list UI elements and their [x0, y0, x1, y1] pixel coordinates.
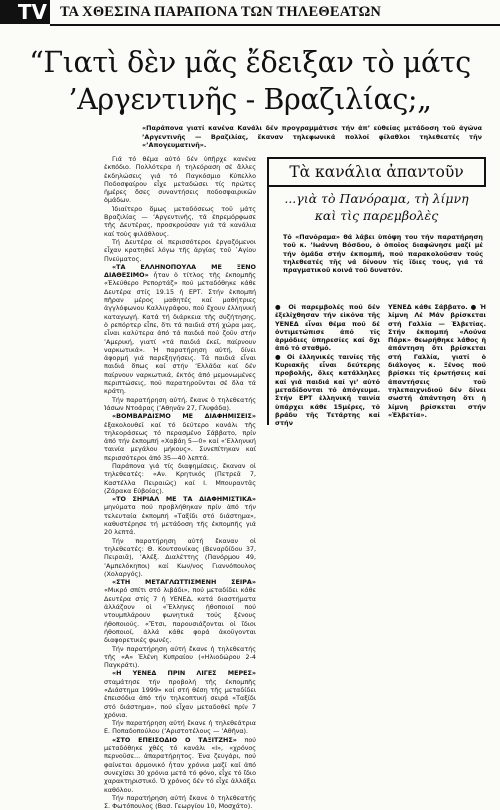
complaint-note: Τήν παρατήρηση αὐτή, ἔκανε ὁ τηλεθεατής Ἰάσων Ντοάρας (’Αθηνᾶν 27, Γλυφάδα). — [104, 395, 256, 412]
complaint-heading: «ΣΤΟ ΕΠΕΙΣΟΔΙΟ Ο ΤΑΞΙΤΖΗΣ» — [112, 735, 237, 744]
complaint-item — [104, 736, 256, 794]
complaint-note: Τήν παρατήρηση αὐτή ἔκανε ἡ τηλεθεάτρια Ε. Ποπαδοπούλου (’Αριστοτέλους — ’Αθῆνα). — [104, 719, 256, 736]
headline-line-1: “Γιατὶ δὲν μᾶς ἔδειξαν τὸ μάτς — [29, 46, 471, 79]
complaint-note: Τήν παρατήρηση αὐτή ἔκανε ὁ τηλεθεατής Σ. Φωτόπουλος (Βασ. Γεωργίου 10, Μοσχάτο). — [104, 793, 256, 810]
sidebar-middle-column — [275, 303, 380, 427]
section-title: ΤΑ ΧΘΕΣΙΝΑ ΠΑΡΑΠΟΝΑ ΤΩΝ ΤΗΛΕΘΕΑΤΩΝ — [60, 4, 382, 20]
headline — [0, 44, 500, 118]
complaint-body: ἦταν ὁ τίτλος τῆς ἐκπομπῆς «Ἐλεύθερο Ρεπορτάζ» πού μεταδόθηκε κάθε Δευτέρα στίς 19.15 ἡ ΕΡΤ. Στήν ἐκπομπή πῆραν μέρος μαθητές καί μαθήτριες ἀγγλόφωνου Καλλιγράφου, πού ἔχουν ἐλληνική καταγωγή. Κατά τή διάρκεια τῆς συζήτησης, ὁ ρεπόρτερ εἶπε, ὅτι τά παιδιά στή χώρα μας, εἶναι καλύτερα ἀπό τά παιδιά πού ζοῦν στήν ’Αμερική, γιατί «τά παιδιά ἐκεῖ, παίρνουν ναρκωτικά». Ἡ παρατήρηση αὐτή, δίνει ἀφορμή γιά παρεξηγήσεις. Τά παιδιά εἶναι παιδιά ὅπως καί στήν ’Ελλάδα καί δέν παίρνουν ναρκωτικά, ἐκτός ἀπό μεμονωμένες περιπτώσεις, πού παρατηροῦνται σέ ὅλα τά κράτη. — [104, 271, 256, 396]
complaint-heading: «Η ΥΕΝΕΔ ΠΡΙΝ ΛΙΓΕΣ ΜΕΡΕΣ» — [112, 669, 256, 678]
complaint-body: σταμάτησε τήν προβολή τῆς ἐκπομπῆς «Διάστημα 1999» καί στή θέση τῆς μεταδίδει ἐπεισόδια ἀπό τήν τηλεοπτική σειρά «Ταξίδι στό διάστημα», πού εἶχαν μεταδοθεῖ πρίν 7 χρόνια. — [104, 677, 256, 719]
complaint-body: ἐξακολουθεῖ καί τό δεύτερο κανάλι τῆς τηλεοράσεως τό περασμένο Σάββατο, πρίν ἀπό τήν ἐκπομπή «Χαβάη 5—0» καί «’Ελληνική ταινία μεγάλου μήκους». Συνεπίτηκαν καί περισσότεροι ἀπό 35—40 λεπτά. — [104, 420, 256, 462]
complaint-heading: «ΒΟΜΒΑΡΔΙΣΜΟ ΜΕ ΔΙΑΦΗΜΙΣΕΙΣ» — [112, 412, 256, 421]
sidebar-item: ● Οἱ ἑλληνικές ταινίες τῆς Κυριακῆς εἶναι δεύτερης προβολῆς, ὅλες κατάλληλες καί γιά παιδιά καί γι’ αὐτό μεταδίδονται τό ἀπόγευμα. Στήν ΕΡΤ ἑλληνική ταινία ὑπάρχει κάθε 15μέρες, τό βράδυ τῆς Τετάρτης καί στήν — [275, 352, 380, 428]
complaint-heading: «ΤΑ ΕΛΛΗΝΟΠΟΥΛΑ ΜΕ ΞΕΝΟ ΔΙΑΘΕΣΙΜΟ» — [104, 262, 256, 280]
complaint-note: Τήν παρατήρηση αὐτή ἔκαναν οἱ τηλεθεατές: Θ. Κουτσονίκας (Βεναρδίδου 37, Πειραιᾶ), ’Αλέξ. Διαλέττης (Πανόρμου 49, ’Αμπελόκηποι) καί Κων/νος Γιαννόπουλος (Χολαργός). — [104, 536, 256, 578]
complaint-item — [104, 495, 256, 536]
body-paragraph: Γιά τό θέμα αὐτό δέν ὑπῆρχε κανένα ἐκπόδιο. Πολλότερα ἡ τηλεόραση σέ ἄλλες ἐκδηλώσεις γιά τό Παγκόσμιο Κύπελλο Ποδοσφαίρου εἶχε μεταδώσει τίς πρώτες ἡμέρες ὅσες συναντήσεις ποδοσφαιρικῶν ὁμάδων. — [104, 155, 256, 205]
left-column — [104, 155, 256, 810]
lead-paragraph: «Παράπονα γιατί κανένα Κανάλι δέν προγραμμάτισε τήν ἀπ’ εὐθείας μετάδοση τοῦ ἀγώνα ’Αργεντινῆς — Βραζιλίας, ἔκαναν τηλεφωνικά πολλοί φίλαθλοι τηλεθεατές τῆν «’Απογευματινῆ». — [142, 124, 482, 150]
sidebar-item: ● Οἱ παρεμβολές πού δέν ἐξελίχθησαν τήν εἰκόνα τῆς ΥΕΝΕΔ εἶναι θέμα πού δέ ὀντιμετώπισε ἀπό τίς ἁρμόδιες ὑπηρεσίες καί ὄχι ἀπό τό σταθμό. — [275, 303, 380, 353]
complaint-item — [104, 412, 256, 462]
sidebar-subtitle-line-1: ...γιὰ τὸ Πανόραμα, τὴ λίμνη — [284, 191, 469, 206]
sidebar-subtitle — [267, 190, 486, 224]
sidebar-subtitle-line-2: καὶ τὶς παρεμβολὲς — [314, 208, 439, 223]
tv-section-logo: TV — [0, 0, 50, 24]
complaint-note: Παράπονα γιά τίς διαφημίσεις, ἔκαναν οἱ τηλεθεατές: «Αν. Κρητικός (Πετρεᾶ 7, Καστέλλα Πειραιῶς) καί Ι. Μπουραντᾶς (Ζάρακα Εὐβοίας). — [104, 461, 256, 495]
complaint-body: πού μεταδόθηκε χθές τό κανάλι «Ι», «χρόνος περνοῦσε... ἀπαρατήρητος. Ένα ζευγάρι, πού φαίνεται ἀρμονικό ἦταν χρόνια μαζί καί ἀπό συνεχίσει 30 χρόνια μετά τό φόνο, εἶχε τό ἴδιο χαρακτηριστικό. Ὁ χρόνος δέν τό εἶχε ἀλλάξει καθόλου. — [104, 735, 256, 794]
complaint-body: μηνύματα πού προβλήθηκαν πρίν ἀπό τήν τελευταία ἐκπομπή «Ταξίδι στό διάστημα», καθυστέρησε τή μετάδοση τῆς ἐκπομπῆς γιά 20 λεπτά. — [104, 503, 256, 537]
complaint-heading: «ΣΤΗ ΜΕΤΑΓΛΩΤΤΙΣΜΕΝΗ ΣΕΙΡΑ» — [112, 578, 256, 587]
header-rule — [50, 24, 500, 26]
body-paragraph: Τή Δευτέρα οἱ περισσότεροι ἐργαζόμενοι εἶχαν κρατηθεῖ λόγω τῆς ἀργίας τοῦ ῾Αγίου Πνεύματος. — [104, 237, 256, 263]
body-paragraph: Ἰδιαίτερο ὅμως μεταδόσεως τοῦ μάτς Βραζιλίας — ’Αργεντινῆς, τά ἐπρεμόρφωσε τῆς Δευτέρας, προσκρούσαν γιά τά κανάλια καί τοὺς φιλάθλους. — [104, 204, 256, 238]
complaint-note: Τήν παρατήρηση αὐτή ἔκανε ἡ τηλεθεατής τῆς «Α» Ἑλένη Κυπραίου («Ηλιοδώρου 2-4 Παγκράτι). — [104, 644, 256, 670]
headline-line-2: ’Αργεντινῆς - Βραζιλίας;„ — [68, 83, 432, 116]
complaint-item — [104, 669, 256, 719]
complaint-item — [104, 578, 256, 644]
complaint-body: «Μικρό σπίτι στό λιβάδι», πού μεταδίδει κάθε Δευτέρα στίς 7 ἡ ΥΕΝΕΔ, κατά διαστήματα ἀλλάζουν οἱ «Ἕλληνες ἠθοποιοί πού ντουμπλάρουν φωνητικά τούς ξένους ἠθοποιούς. «Ἔτσι, παρουσιάζονται οἱ ἴδιοι ἠθοποιοί, ἀλλά κάθε φορά ἀκοῦγονται διαφορετικές φωνές. — [104, 586, 256, 645]
sidebar-right-column: ΥΕΝΕΔ κάθε Σάββατο. ● Ἡ λίμνη Λέ Μάν βρίσκεται στή Γαλλία — Ἑλβετίας. Στήν ἐκπομπή «Λούνα Πάρκ» θεωρήθηκε λάθος ἡ ἀπάντηση ὅτι βρίσκεται στή Γαλλία, γιατί ὁ διάλογος κ. Ξένος πού βρίσκει τίς ἐρωτήσεις καί ἀπαντήσεις τοῦ τηλεπαιχνιδιοῦ δέν δίνει σωστή ἀπάντηση ὅτι ἡ λίμνη βρίσκεται στήν «Ἑλβετία». — [388, 303, 486, 419]
sidebar-title-box: Τὰ κανάλια ἀπαντοῦν — [267, 157, 486, 187]
complaint-item — [104, 263, 256, 396]
complaint-heading: «ΤΟ ΣΗΡΙΑΛ ΜΕ ΤΑ ΔΙΑΦΗΜΙΣΤΙΚΑ» — [112, 495, 256, 504]
sidebar-intro: Τό «Πανόραμα» θά λάβει ὑπόψη του τήν παρατήρηση τοῦ κ. ’Ιωάννη Βόσδου, ὁ ὁποῖος διαφώνησε μαζί μέ τήν ὁμάδα στήν ἐκπομπή, πού παρακολοῦσαν τούς τηλεθεατές τῆς νά δίνουν τίς ἴδιες τους, γιά τά πραγματικοῦ κοινά τοῦ δυνατόν. — [283, 233, 483, 275]
